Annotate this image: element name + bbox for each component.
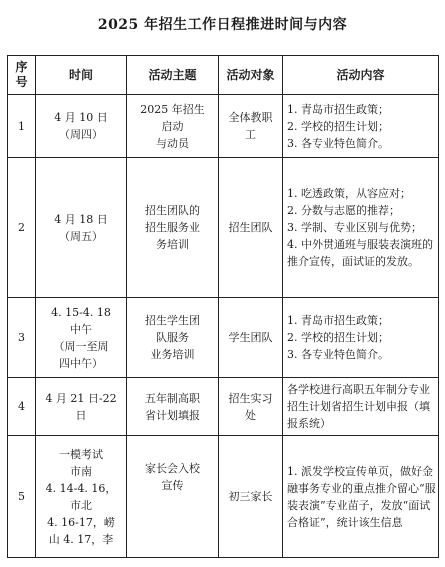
row-theme: 招生团队的 招生服务业 务培训: [127, 158, 219, 298]
table-row: [8, 298, 439, 378]
row-content: [283, 378, 439, 436]
row-time: 4. 15-4. 18 中午 （周一至周 四中午）: [36, 298, 127, 378]
header-content: 活动内容: [283, 56, 439, 95]
table-header-row: [8, 56, 439, 95]
header-theme: 活动主题: [127, 56, 219, 95]
row-no: 3: [8, 298, 36, 378]
row-content: [283, 95, 439, 158]
content-item: 4. 中外贯通班与服装表演班的推介宣传，面试证的发放。: [287, 238, 433, 268]
row-theme: 五年制高职 省计划填报: [127, 378, 219, 436]
row-time: 4 月 21 日-22 日: [36, 378, 127, 436]
table-row: [8, 378, 439, 436]
row-target: 全体教职 工: [219, 95, 283, 158]
table-row: [8, 436, 439, 558]
schedule-table: [7, 55, 439, 558]
row-time: 4 月 18 日 （周五）: [36, 158, 127, 298]
page-title: 2025 年招生工作日程推进时间与内容: [97, 17, 348, 33]
content-item: 3. 学制、专业区别与优势；: [287, 221, 422, 234]
row-no: 1: [8, 95, 36, 158]
row-target: 学生团队: [219, 298, 283, 378]
content-item: 1. 吃透政策，从容应对；: [287, 187, 411, 200]
row-content: [283, 158, 439, 298]
row-theme: 家长会入校 宣传: [127, 436, 219, 558]
table-row: [8, 95, 439, 158]
content-item: 1. 青岛市招生政策；: [287, 314, 389, 327]
content-item: 2. 学校的招生计划；: [287, 331, 389, 344]
content-item: 3. 各专业特色简介。: [287, 348, 389, 361]
content-item: 各学校进行高职五年制分专业招生计划省招生计划申报（填报系统）: [287, 383, 430, 430]
row-theme: 招生学生团 队服务 业务培训: [127, 298, 219, 378]
content-item: 2. 分数与志愿的推荐；: [287, 204, 400, 217]
row-target: 招生团队: [219, 158, 283, 298]
content-item: 3. 各专业特色简介。: [287, 136, 389, 150]
row-content: [283, 436, 439, 558]
row-no: 5: [8, 436, 36, 558]
row-theme: 2025 年招生 启动 与动员: [127, 95, 219, 158]
row-no: 4: [8, 378, 36, 436]
table-row: [8, 158, 439, 298]
header-time: 时间: [36, 56, 127, 95]
content-item: 1. 青岛市招生政策；: [287, 102, 389, 116]
header-no: 序号: [8, 56, 36, 95]
row-target: 招生实习 处: [219, 378, 283, 436]
row-time: 4 月 10 日 （周四）: [36, 95, 127, 158]
content-item: 2. 学校的招生计划；: [287, 119, 389, 133]
header-target: 活动对象: [219, 56, 283, 95]
row-no: 2: [8, 158, 36, 298]
content-item: 1. 派发学校宣传单页，做好金融事务专业的重点推介留心“服装表演”专业苗子，发放“面试合格证”，统计该生信息: [287, 464, 436, 529]
row-target: 初三家长: [219, 436, 283, 558]
row-content: [283, 298, 439, 378]
row-time: 一模考试 市南 4. 14-4. 16， 市北 4. 16-17，崂 山 4. 17，李: [36, 436, 127, 558]
